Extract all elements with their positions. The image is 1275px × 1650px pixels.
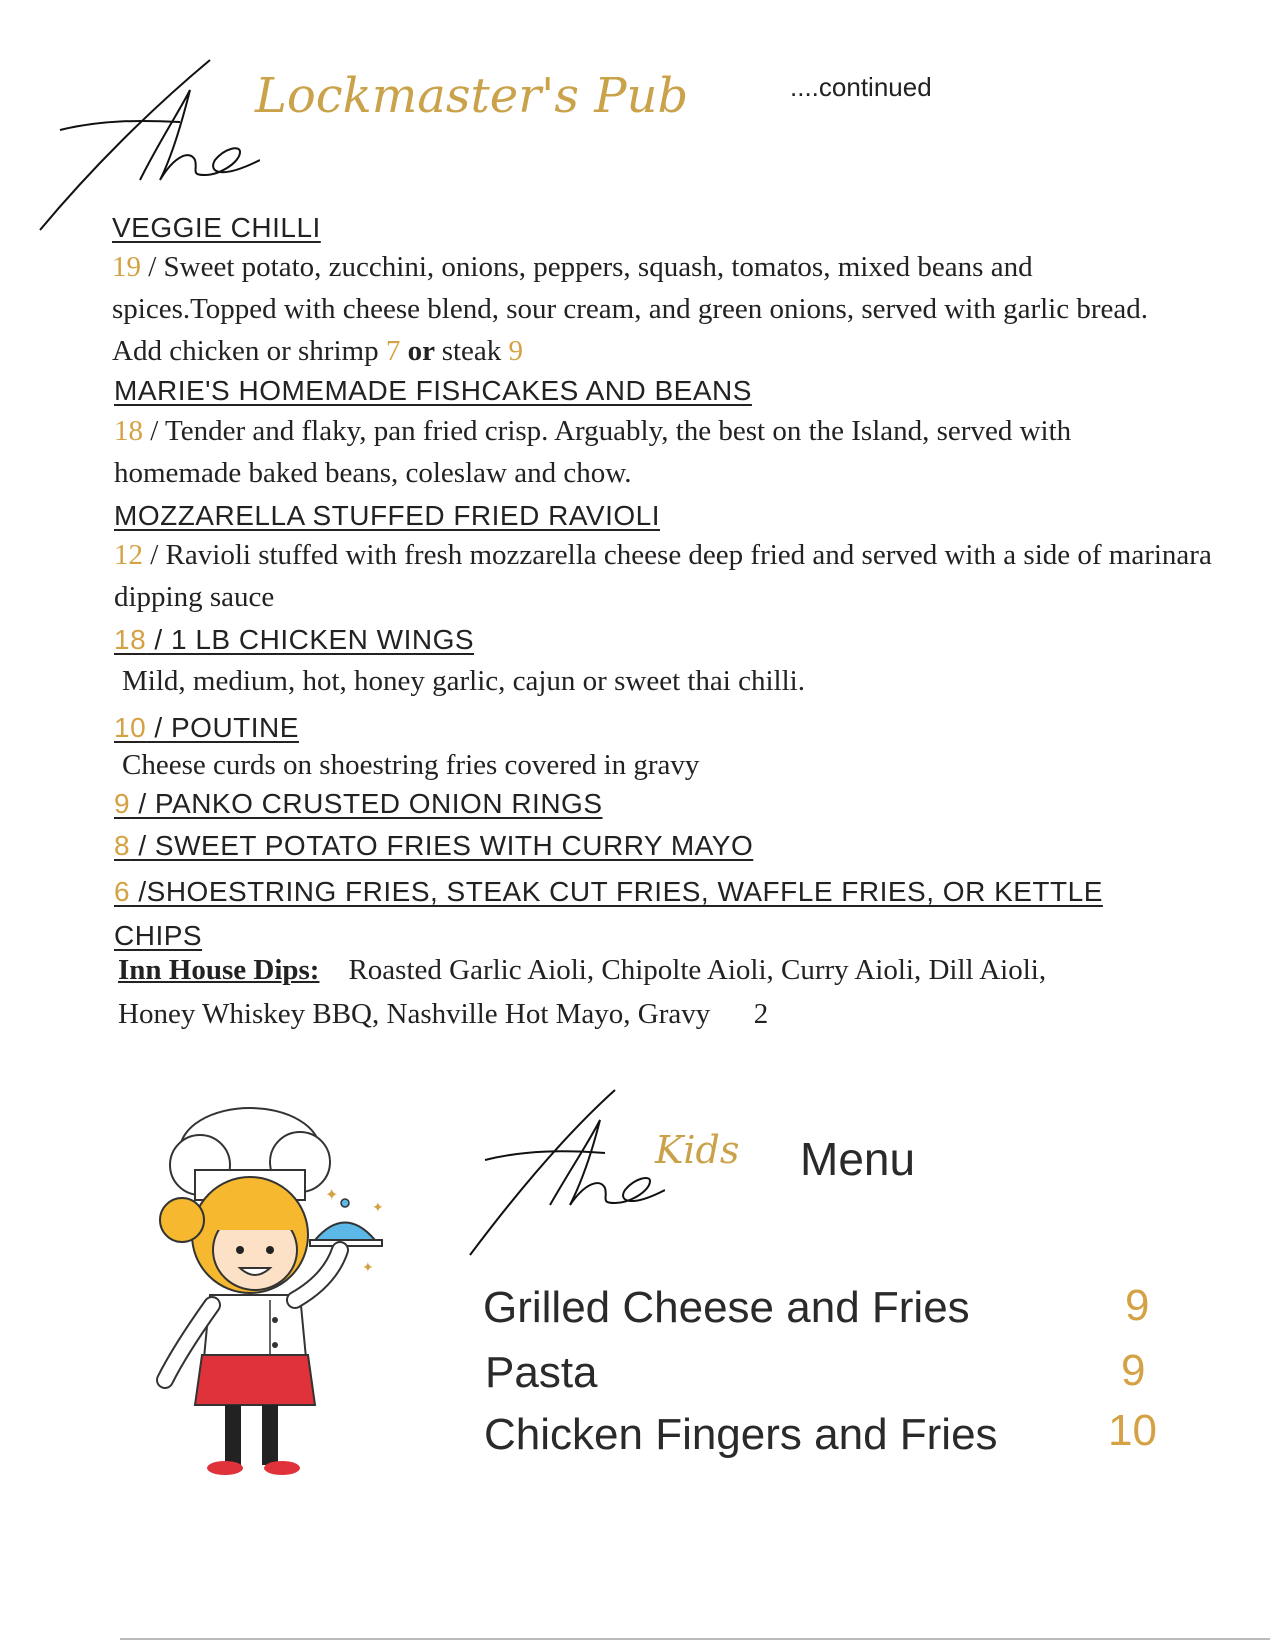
- item-price: 18: [114, 624, 147, 655]
- item-desc-veggie-chilli: [112, 246, 1172, 372]
- svg-text:✦: ✦: [362, 1260, 374, 1276]
- item-desc-poutine: Cheese curds on shoestring fries covered in gravy: [122, 749, 700, 781]
- item-price: 8: [114, 830, 131, 861]
- item-price: 10: [114, 712, 147, 743]
- item-price: 18: [114, 415, 143, 447]
- item-heading-ravioli: MOZZARELLA STUFFED FRIED RAVIOLI: [114, 500, 661, 531]
- kids-the-script-logo: [465, 1085, 665, 1265]
- kids-item-price: 10: [1108, 1406, 1157, 1455]
- bottom-divider: [120, 1638, 1270, 1640]
- dips-label: Inn House Dips:: [118, 954, 320, 986]
- item-price: 6: [114, 876, 131, 907]
- continued-label: ....continued: [790, 72, 932, 102]
- kids-title: Menu: [800, 1133, 916, 1185]
- kids-title-script: Kids: [655, 1128, 740, 1172]
- item-heading-fries: [114, 870, 1154, 958]
- dips-text: Roasted Garlic Aioli, Chipolte Aioli, Curry Aioli, Dill Aioli, Honey Whiskey BBQ, Nashville Hot Mayo, Gravy: [118, 954, 1047, 1030]
- item-desc-text: / Sweet potato, zucchini, onions, peppers, squash, tomatos, mixed beans and spices.Topped with cheese blend, sour cream, and green onions, served with garlic bread. Add chicken or shrimp: [112, 251, 1148, 367]
- chef-illustration-icon: [140, 1100, 420, 1490]
- svg-text:✦: ✦: [372, 1200, 384, 1216]
- addon-label: steak: [441, 335, 509, 367]
- item-desc-text: / Ravioli stuffed with fresh mozzarella cheese deep fried and served with a side of marinara dipping sauce: [114, 539, 1212, 613]
- item-heading-wings: [114, 624, 474, 656]
- item-heading-veggie-chilli: VEGGIE CHILLI: [112, 212, 321, 243]
- dips-section: [118, 948, 1098, 1036]
- kids-item-price: 9: [1125, 1281, 1150, 1330]
- item-name: /SHOESTRING FRIES, STEAK CUT FRIES, WAFFLE FRIES, OR KETTLE CHIPS: [114, 876, 1103, 951]
- item-desc-text: / Tender and flaky, pan fried crisp. Arguably, the best on the Island, served with homemade baked beans, coleslaw and chow.: [114, 415, 1072, 489]
- kids-item-price: 9: [1121, 1346, 1146, 1395]
- item-name: / SWEET POTATO FRIES WITH CURRY MAYO: [130, 830, 754, 861]
- item-heading-onion-rings: [114, 788, 603, 820]
- svg-text:✦: ✦: [325, 1185, 339, 1204]
- or-text: or: [400, 335, 442, 367]
- kids-item-name: Grilled Cheese and Fries: [483, 1283, 970, 1332]
- item-name: / 1 LB CHICKEN WINGS: [146, 624, 475, 655]
- pub-title: Lockmaster's Pub: [255, 68, 689, 124]
- kids-item-name: Chicken Fingers and Fries: [484, 1410, 998, 1459]
- dips-price: 2: [753, 998, 769, 1030]
- item-desc-ravioli: [114, 534, 1214, 618]
- item-heading-sweet-potato-fries: [114, 830, 753, 862]
- addon-price: 9: [508, 335, 524, 367]
- item-desc-fishcakes: [114, 410, 1154, 494]
- item-name: / PANKO CRUSTED ONION RINGS: [130, 788, 603, 819]
- item-heading-fishcakes: MARIE'S HOMEMADE FISHCAKES AND BEANS: [114, 375, 752, 406]
- item-price: 19: [112, 251, 141, 283]
- item-name: / POUTINE: [146, 712, 299, 743]
- item-desc-wings: Mild, medium, hot, honey garlic, cajun or sweet thai chilli.: [122, 665, 805, 697]
- item-heading-poutine: [114, 712, 299, 744]
- item-price: 9: [114, 788, 131, 819]
- addon-price: 7: [385, 335, 401, 367]
- kids-item-name: Pasta: [485, 1348, 598, 1397]
- item-price: 12: [114, 539, 143, 571]
